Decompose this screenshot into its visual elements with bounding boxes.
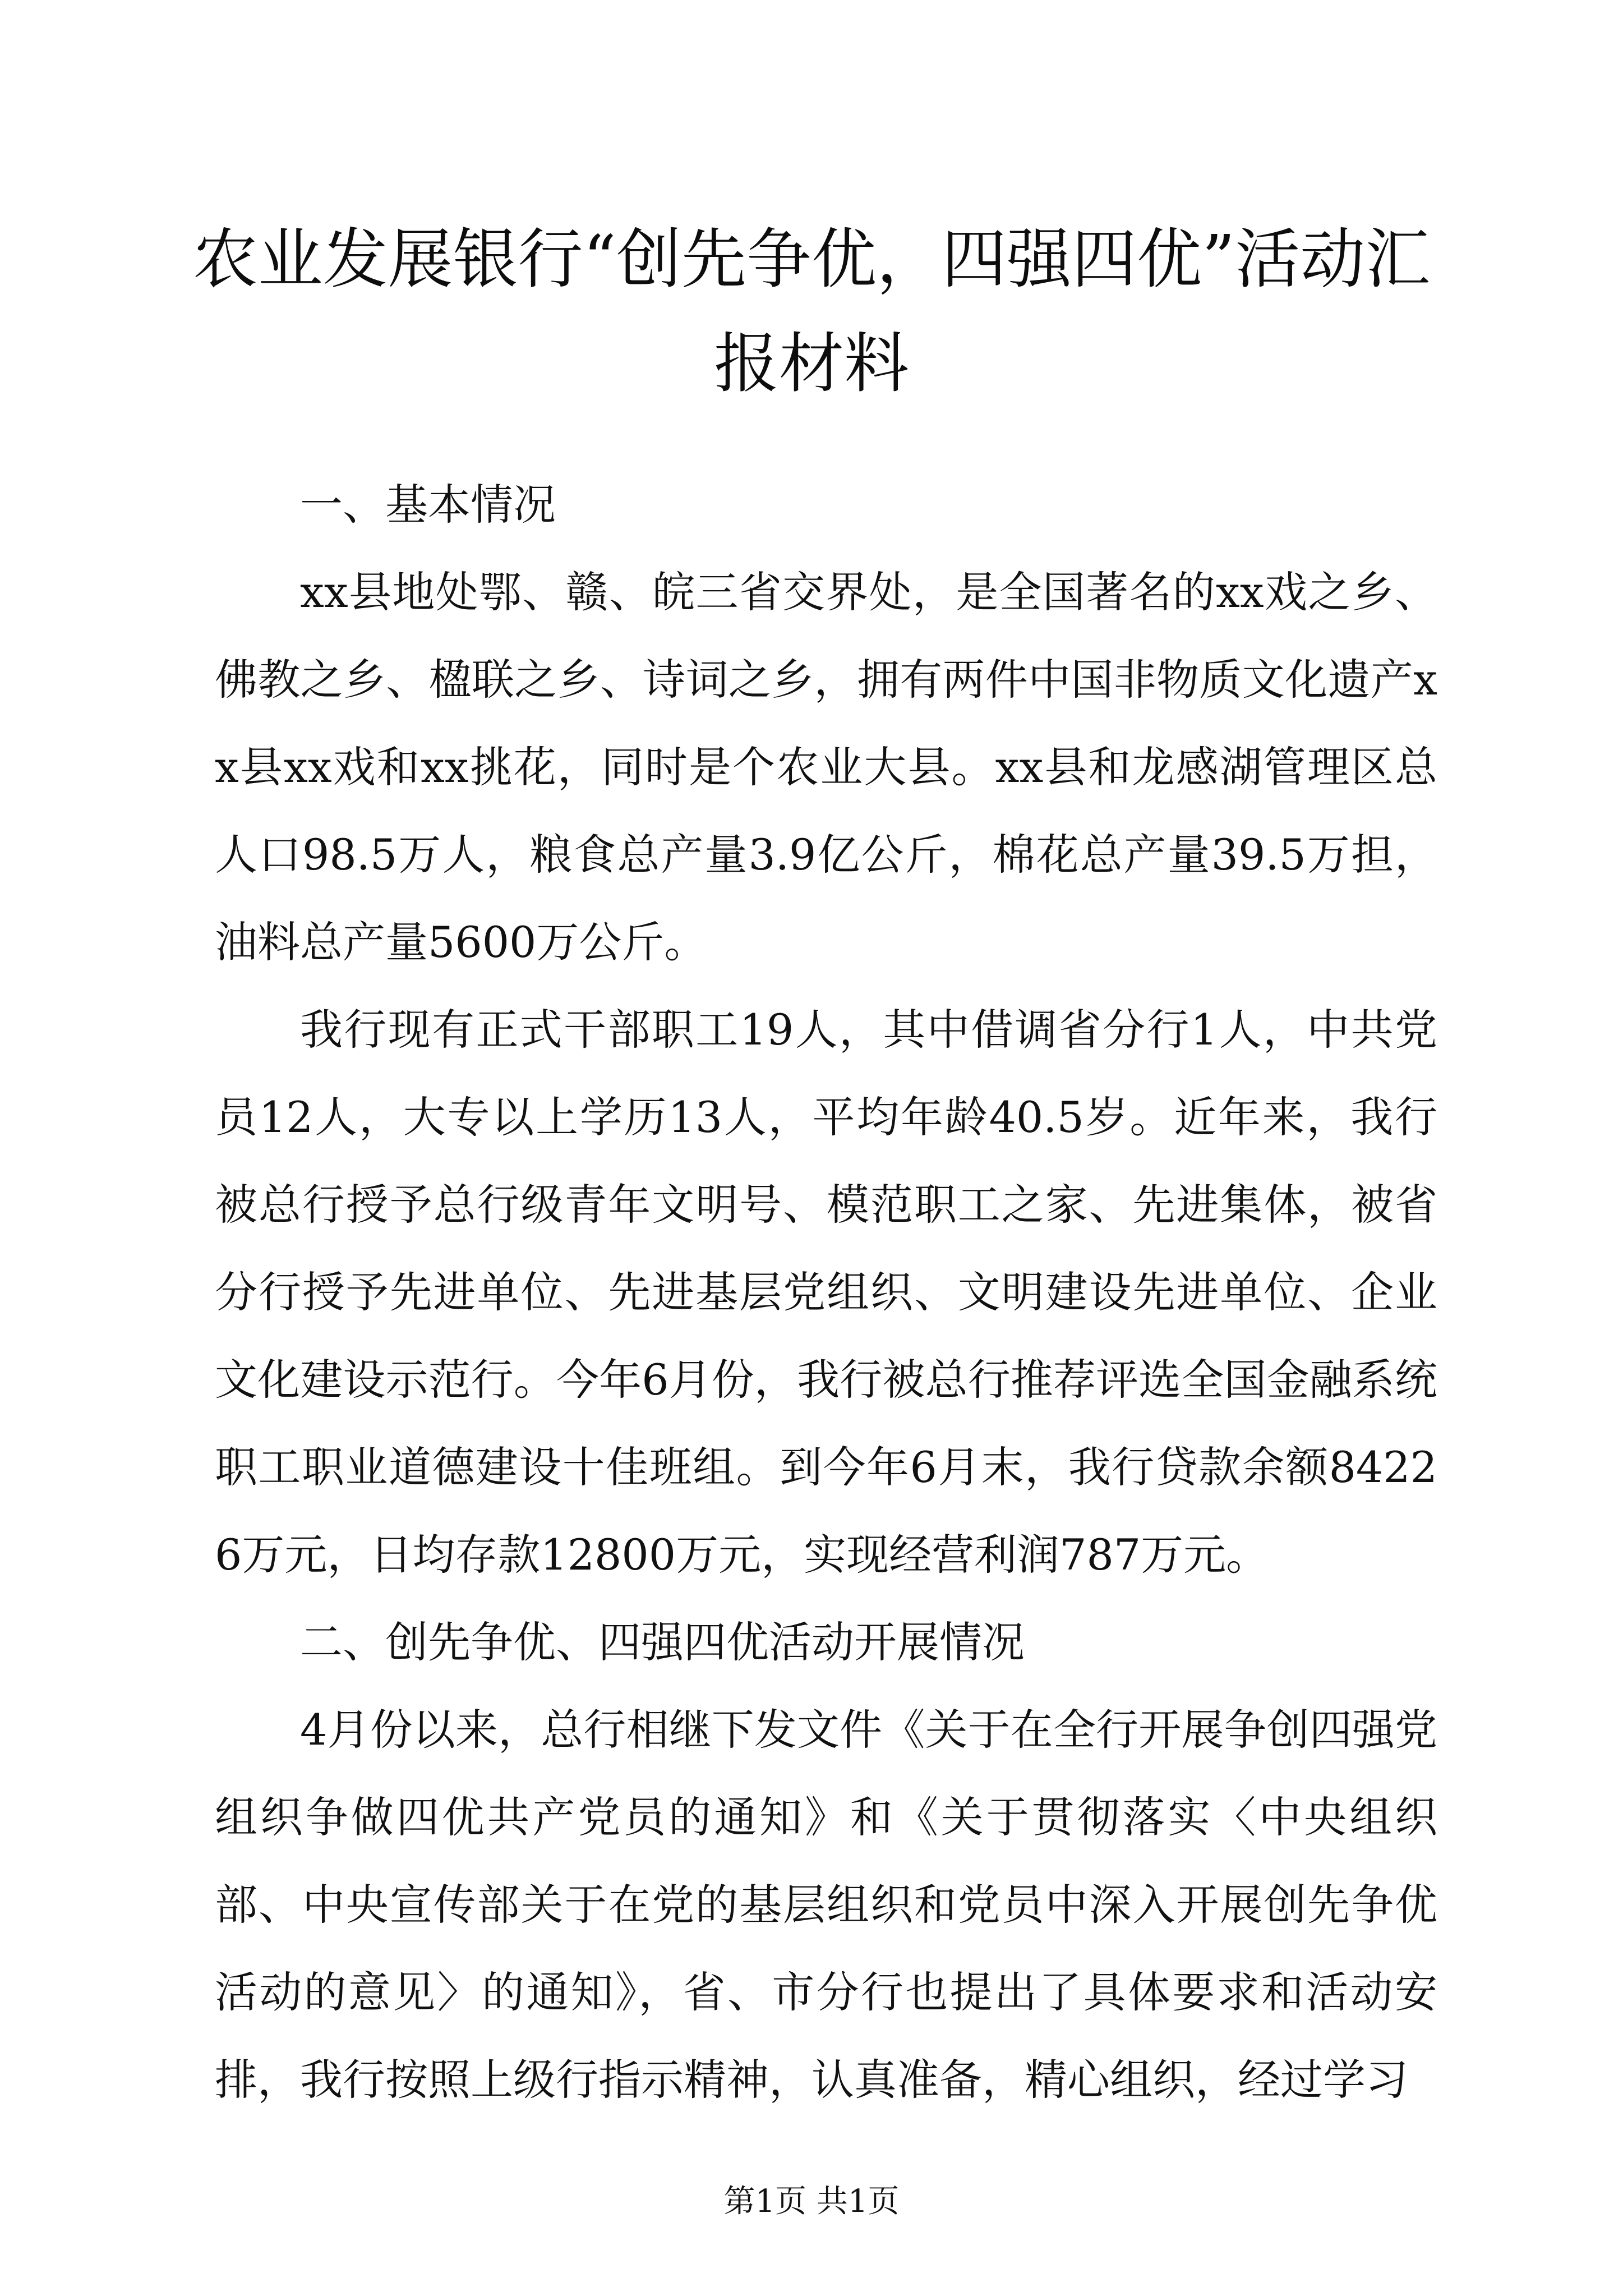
section-heading-basic-situation: 一、基本情况 <box>300 480 556 530</box>
paragraph-county-overview: xx县地处鄂、赣、皖三省交界处，是全国著名的xx戏之乡、佛教之乡、楹联之乡、诗词之乡，拥有两件中国非物质文化遗产xx县xx戏和xx挑花，同时是个农业大县。xx县和龙感湖管理区总人口98.5万人，粮食总产量3.9亿公斤，棉花总产量39.5万担，油料总产量5600万公斤。 <box>215 567 1437 967</box>
page-footer: 第1页 共1页 <box>723 2183 900 2220</box>
document-body <box>215 461 1437 2124</box>
document-title-line-2: 报材料 <box>714 326 909 402</box>
section-heading-activities: 二、创先争优、四强四优活动开展情况 <box>300 1617 1025 1667</box>
document-title <box>168 208 1455 416</box>
document-title-line-1: 农业发展银行“创先争优，四强四优”活动汇 <box>192 222 1431 297</box>
paragraph-activities: 4月份以来，总行相继下发文件《关于在全行开展争创四强党组织争做四优共产党员的通知》和《关于贯彻落实〈中央组织部、中央宣传部关于在党的基层组织和党员中深入开展创先争优活动的意见〉的通知》，省、市分行也提出了具体要求和活动安排，我行按照上级行指示精神，认真准备，精心组织，经过学习 <box>215 1705 1437 2105</box>
paragraph-branch-overview: 我行现有正式干部职工19人，其中借调省分行1人，中共党员12人，大专以上学历13人，平均年龄40.5岁。近年来，我行被总行授予总行级青年文明号、模范职工之家、先进集体，被省分行授予先进单位、先进基层党组织、文明建设先进单位、企业文化建设示范行。今年6月份，我行被总行推荐评选全国金融系统职工职业道德建设十佳班组。到今年6月末，我行贷款余额84226万元，日均存款12800万元，实现经营利润787万元。 <box>215 1005 1437 1580</box>
